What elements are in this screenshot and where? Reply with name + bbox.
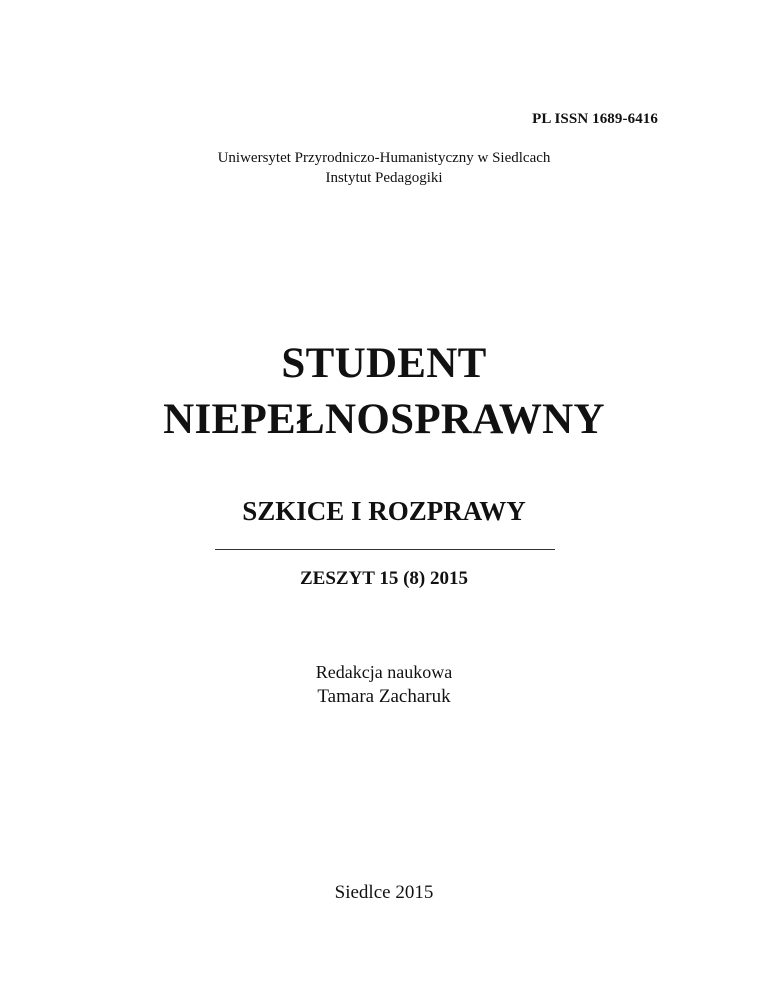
issn-number: PL ISSN 1689-6416: [532, 111, 658, 127]
editor-role: Redakcja naukowa: [315, 662, 453, 682]
issue-number: ZESZYT 15 (8) 2015: [299, 568, 469, 589]
series-subtitle: SZKICE I ROZPRAWY: [242, 496, 526, 526]
university-name: Uniwersytet Przyrodniczo-Humanistyczny w Siedlcach: [217, 150, 551, 166]
divider-rule: [215, 549, 555, 550]
institution-block: [0, 148, 768, 188]
book-title: [0, 336, 768, 448]
editor-name: Tamara Zacharuk: [317, 686, 451, 707]
title-line-1: STUDENT: [281, 340, 487, 387]
institute-name: Instytut Pedagogiki: [325, 170, 443, 186]
place-and-year: Siedlce 2015: [334, 882, 434, 903]
title-line-2: NIEPEŁNOSPRAWNY: [163, 396, 605, 443]
